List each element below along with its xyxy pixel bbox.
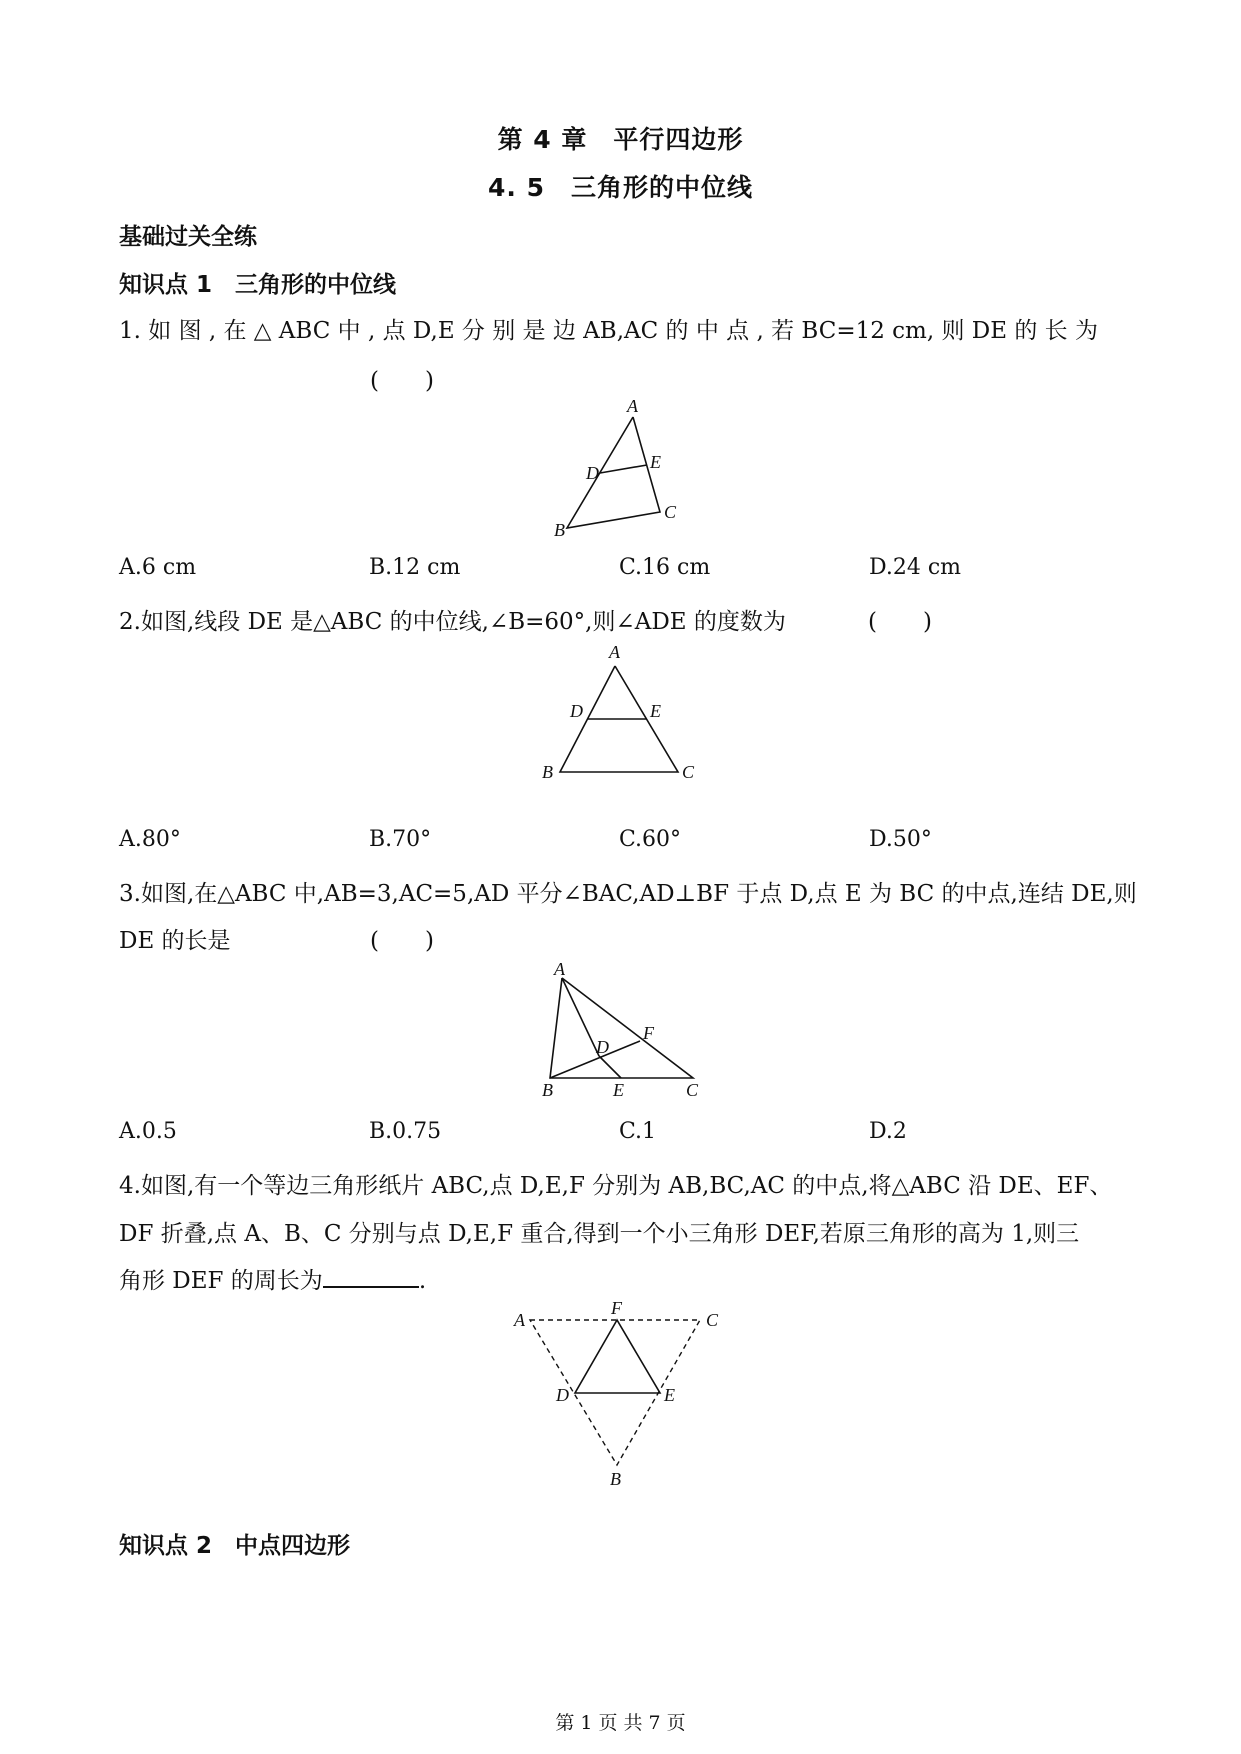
question-3-option-b: B.0.75 bbox=[369, 1119, 442, 1144]
figure-q4 bbox=[510, 1295, 730, 1495]
figure-q2-label-d: D bbox=[570, 701, 583, 721]
question-2-option-b: B.70° bbox=[369, 827, 432, 852]
chapter-title: 第 4 章 平行四边形 bbox=[497, 125, 744, 154]
figure-q3-label-a: A bbox=[554, 959, 565, 979]
question-3-text-line-1: 3.如图,在△ABC 中,AB=3,AC=5,AD 平分∠BAC,AD⊥BF 于点 D,点 E 为 BC 的中点,连结 DE,则 bbox=[119, 881, 1137, 907]
figure-q3-label-d: D bbox=[596, 1037, 609, 1057]
figure-q4-label-a: A bbox=[514, 1310, 525, 1330]
figure-q4-label-c: C bbox=[706, 1310, 719, 1330]
question-3-option-a: A.0.5 bbox=[119, 1119, 177, 1144]
question-1-text: 1. 如 图 , 在 △ ABC 中 , 点 D,E 分 别 是 边 AB,AC 的 中 点 , 若 BC=12 cm, 则 DE 的 长 为 bbox=[119, 318, 1098, 344]
heading-basic: 基础过关全练 bbox=[119, 224, 257, 250]
question-1-answer-paren: ( ) bbox=[370, 368, 434, 394]
heading-knowledge-point-1: 知识点 1 三角形的中位线 bbox=[119, 272, 397, 298]
figure-q3 bbox=[530, 960, 710, 1100]
question-1-option-c: C.16 cm bbox=[619, 555, 711, 580]
question-1-option-a: A.6 cm bbox=[119, 555, 197, 580]
question-2-option-a: A.80° bbox=[119, 827, 181, 852]
question-2-text: 2.如图,线段 DE 是△ABC 的中位线,∠B=60°,则∠ADE 的度数为 bbox=[119, 609, 786, 635]
figure-q1-label-d: D bbox=[586, 463, 599, 483]
question-4-text-line-2: DF 折叠,点 A、B、C 分别与点 D,E,F 重合,得到一个小三角形 DEF,若原三角形的高为 1,则三 bbox=[119, 1221, 1080, 1247]
figure-q3-label-e: E bbox=[613, 1080, 624, 1100]
question-2-option-d: D.50° bbox=[869, 827, 932, 852]
figure-q3-label-f: F bbox=[643, 1023, 654, 1043]
heading-knowledge-point-2: 知识点 2 中点四边形 bbox=[119, 1533, 351, 1559]
question-3-option-c: C.1 bbox=[619, 1119, 657, 1144]
figure-q1-label-c: C bbox=[664, 502, 677, 522]
question-2-answer-paren: ( ) bbox=[868, 609, 932, 635]
figure-q1-label-a: A bbox=[627, 396, 638, 416]
question-4-text-line-1: 4.如图,有一个等边三角形纸片 ABC,点 D,E,F 分别为 AB,BC,AC 的中点,将△ABC 沿 DE、EF、 bbox=[119, 1173, 1113, 1199]
figure-q2-label-e: E bbox=[650, 701, 661, 721]
figure-q3-label-b: B bbox=[542, 1080, 553, 1100]
question-3-option-d: D.2 bbox=[869, 1119, 907, 1144]
question-4-text-line-3 bbox=[119, 1262, 426, 1295]
figure-q1-label-e: E bbox=[650, 452, 661, 472]
figure-q3-label-c: C bbox=[686, 1080, 699, 1100]
figure-q2-label-c: C bbox=[682, 762, 695, 782]
question-4-text-line-3-body: 角形 DEF 的周长为 bbox=[119, 1268, 323, 1294]
figure-q4-label-b: B bbox=[610, 1469, 621, 1489]
figure-q2-label-a: A bbox=[609, 642, 620, 662]
question-1-option-d: D.24 cm bbox=[869, 555, 962, 580]
question-3-text-line-2: DE 的长是 bbox=[119, 928, 231, 954]
figure-q2 bbox=[530, 640, 710, 790]
question-4-answer-blank[interactable] bbox=[323, 1266, 419, 1288]
section-title: 4. 5 三角形的中位线 bbox=[488, 173, 753, 202]
figure-q1-label-b: B bbox=[554, 520, 565, 540]
figure-q4-label-f: F bbox=[611, 1298, 622, 1318]
figure-q2-label-b: B bbox=[542, 762, 553, 782]
question-4-line-end: . bbox=[418, 1268, 427, 1294]
page-footer: 第 1 页 共 7 页 bbox=[555, 1712, 686, 1734]
figure-q4-label-e: E bbox=[664, 1385, 675, 1405]
question-3-answer-paren: ( ) bbox=[370, 928, 434, 954]
figure-q1 bbox=[540, 396, 700, 540]
question-1-option-b: B.12 cm bbox=[369, 555, 461, 580]
figure-q4-label-d: D bbox=[556, 1385, 569, 1405]
question-2-option-c: C.60° bbox=[619, 827, 682, 852]
